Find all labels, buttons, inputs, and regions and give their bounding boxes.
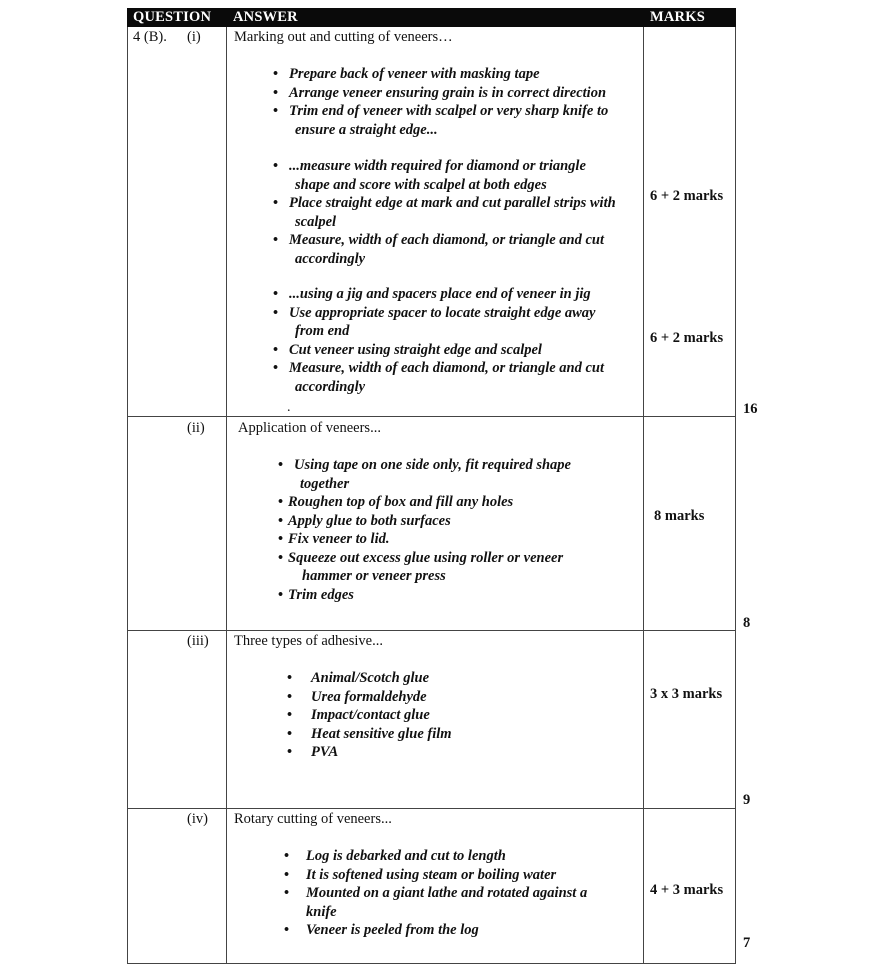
section-title: Application of veneers... [238,420,381,436]
marks-value: 6 + 2 marks [650,330,724,346]
question-part: (iv) [187,811,208,827]
answer-list [273,65,608,139]
list-item: • Measure, width of each diamond, or triangle and cut accordingly [273,360,605,395]
table-border-left [127,27,128,964]
list-item: • Fix veneer to lid. [278,531,390,547]
list-item: • Cut veneer using straight edge and scalpel [273,341,542,358]
list-item: • Apply glue to both surfaces [278,512,451,529]
answer-list [273,285,604,396]
table-header [127,8,736,27]
list-item: • Trim edges [278,586,354,603]
list-item: • Mounted on a giant lathe and rotated against a knife [284,885,588,920]
list-item: • It is softened using steam or boiling water [284,866,557,883]
list-item: • PVA [287,744,339,760]
section-total: 16 [743,401,758,417]
column-divider-answer [226,27,227,964]
section-title: Marking out and cutting of veneers… [234,29,453,45]
section-title: Three types of adhesive... [234,633,383,649]
list-item: • Veneer is peeled from the log [284,922,479,938]
section-title: Rotary cutting of veneers... [234,811,392,827]
marks-value: 3 x 3 marks [650,686,723,702]
question-part: (iii) [187,633,209,649]
section-total: 9 [743,792,751,808]
header-marks: MARKS [650,9,705,25]
list-item: • ...measure width required for diamond or triangle shape and score with scalpel at both edges [273,158,586,193]
row-divider [127,416,736,417]
header-answer: ANSWER [233,9,298,25]
answer-list [287,669,452,762]
list-item: • Prepare back of veneer with masking tape [273,66,540,82]
row-divider [127,808,736,809]
list-item: • Urea formaldehyde [287,688,427,705]
list-item: • Animal/Scotch glue [287,670,430,686]
list-item: • Measure, width of each diamond, or triangle and cut accordingly [273,232,605,267]
table-border-bottom [127,963,736,964]
section-total: 7 [743,935,751,951]
row-divider [127,630,736,631]
list-item: • Arrange veneer ensuring grain is in correct direction [273,84,607,101]
question-number: 4 (B). [133,29,167,45]
list-item: • Use appropriate spacer to locate straight edge away from end [273,304,596,339]
list-item: • Squeeze out excess glue using roller or veneer hammer or veneer press [278,549,564,584]
list-item: • ...using a jig and spacers place end of veneer in jig [273,286,591,302]
header-question: QUESTION [133,9,212,25]
list-item: • Roughen top of box and fill any holes [278,494,514,510]
question-part: (i) [187,29,201,45]
column-divider-marks [643,27,644,964]
answer-list [273,157,616,268]
list-item: • Log is debarked and cut to length [284,848,506,864]
answer-list [278,456,571,604]
list-item: • Using tape on one side only, fit required shape together [278,457,571,492]
marks-value: 4 + 3 marks [650,882,724,898]
table-border-right [735,27,736,964]
answer-list [284,847,587,940]
list-item: • Trim end of veneer with scalpel or very sharp knife to ensure a straight edge... [273,103,609,138]
section-total: 8 [743,615,751,631]
list-item: • Heat sensitive glue film [287,725,452,742]
marks-value: 8 marks [654,508,705,524]
question-part: (ii) [187,420,205,436]
list-item: • Place straight edge at mark and cut parallel strips with scalpel [273,195,616,230]
stray-mark: . [287,400,291,415]
marks-value: 6 + 2 marks [650,188,724,204]
list-item: • Impact/contact glue [287,707,430,723]
